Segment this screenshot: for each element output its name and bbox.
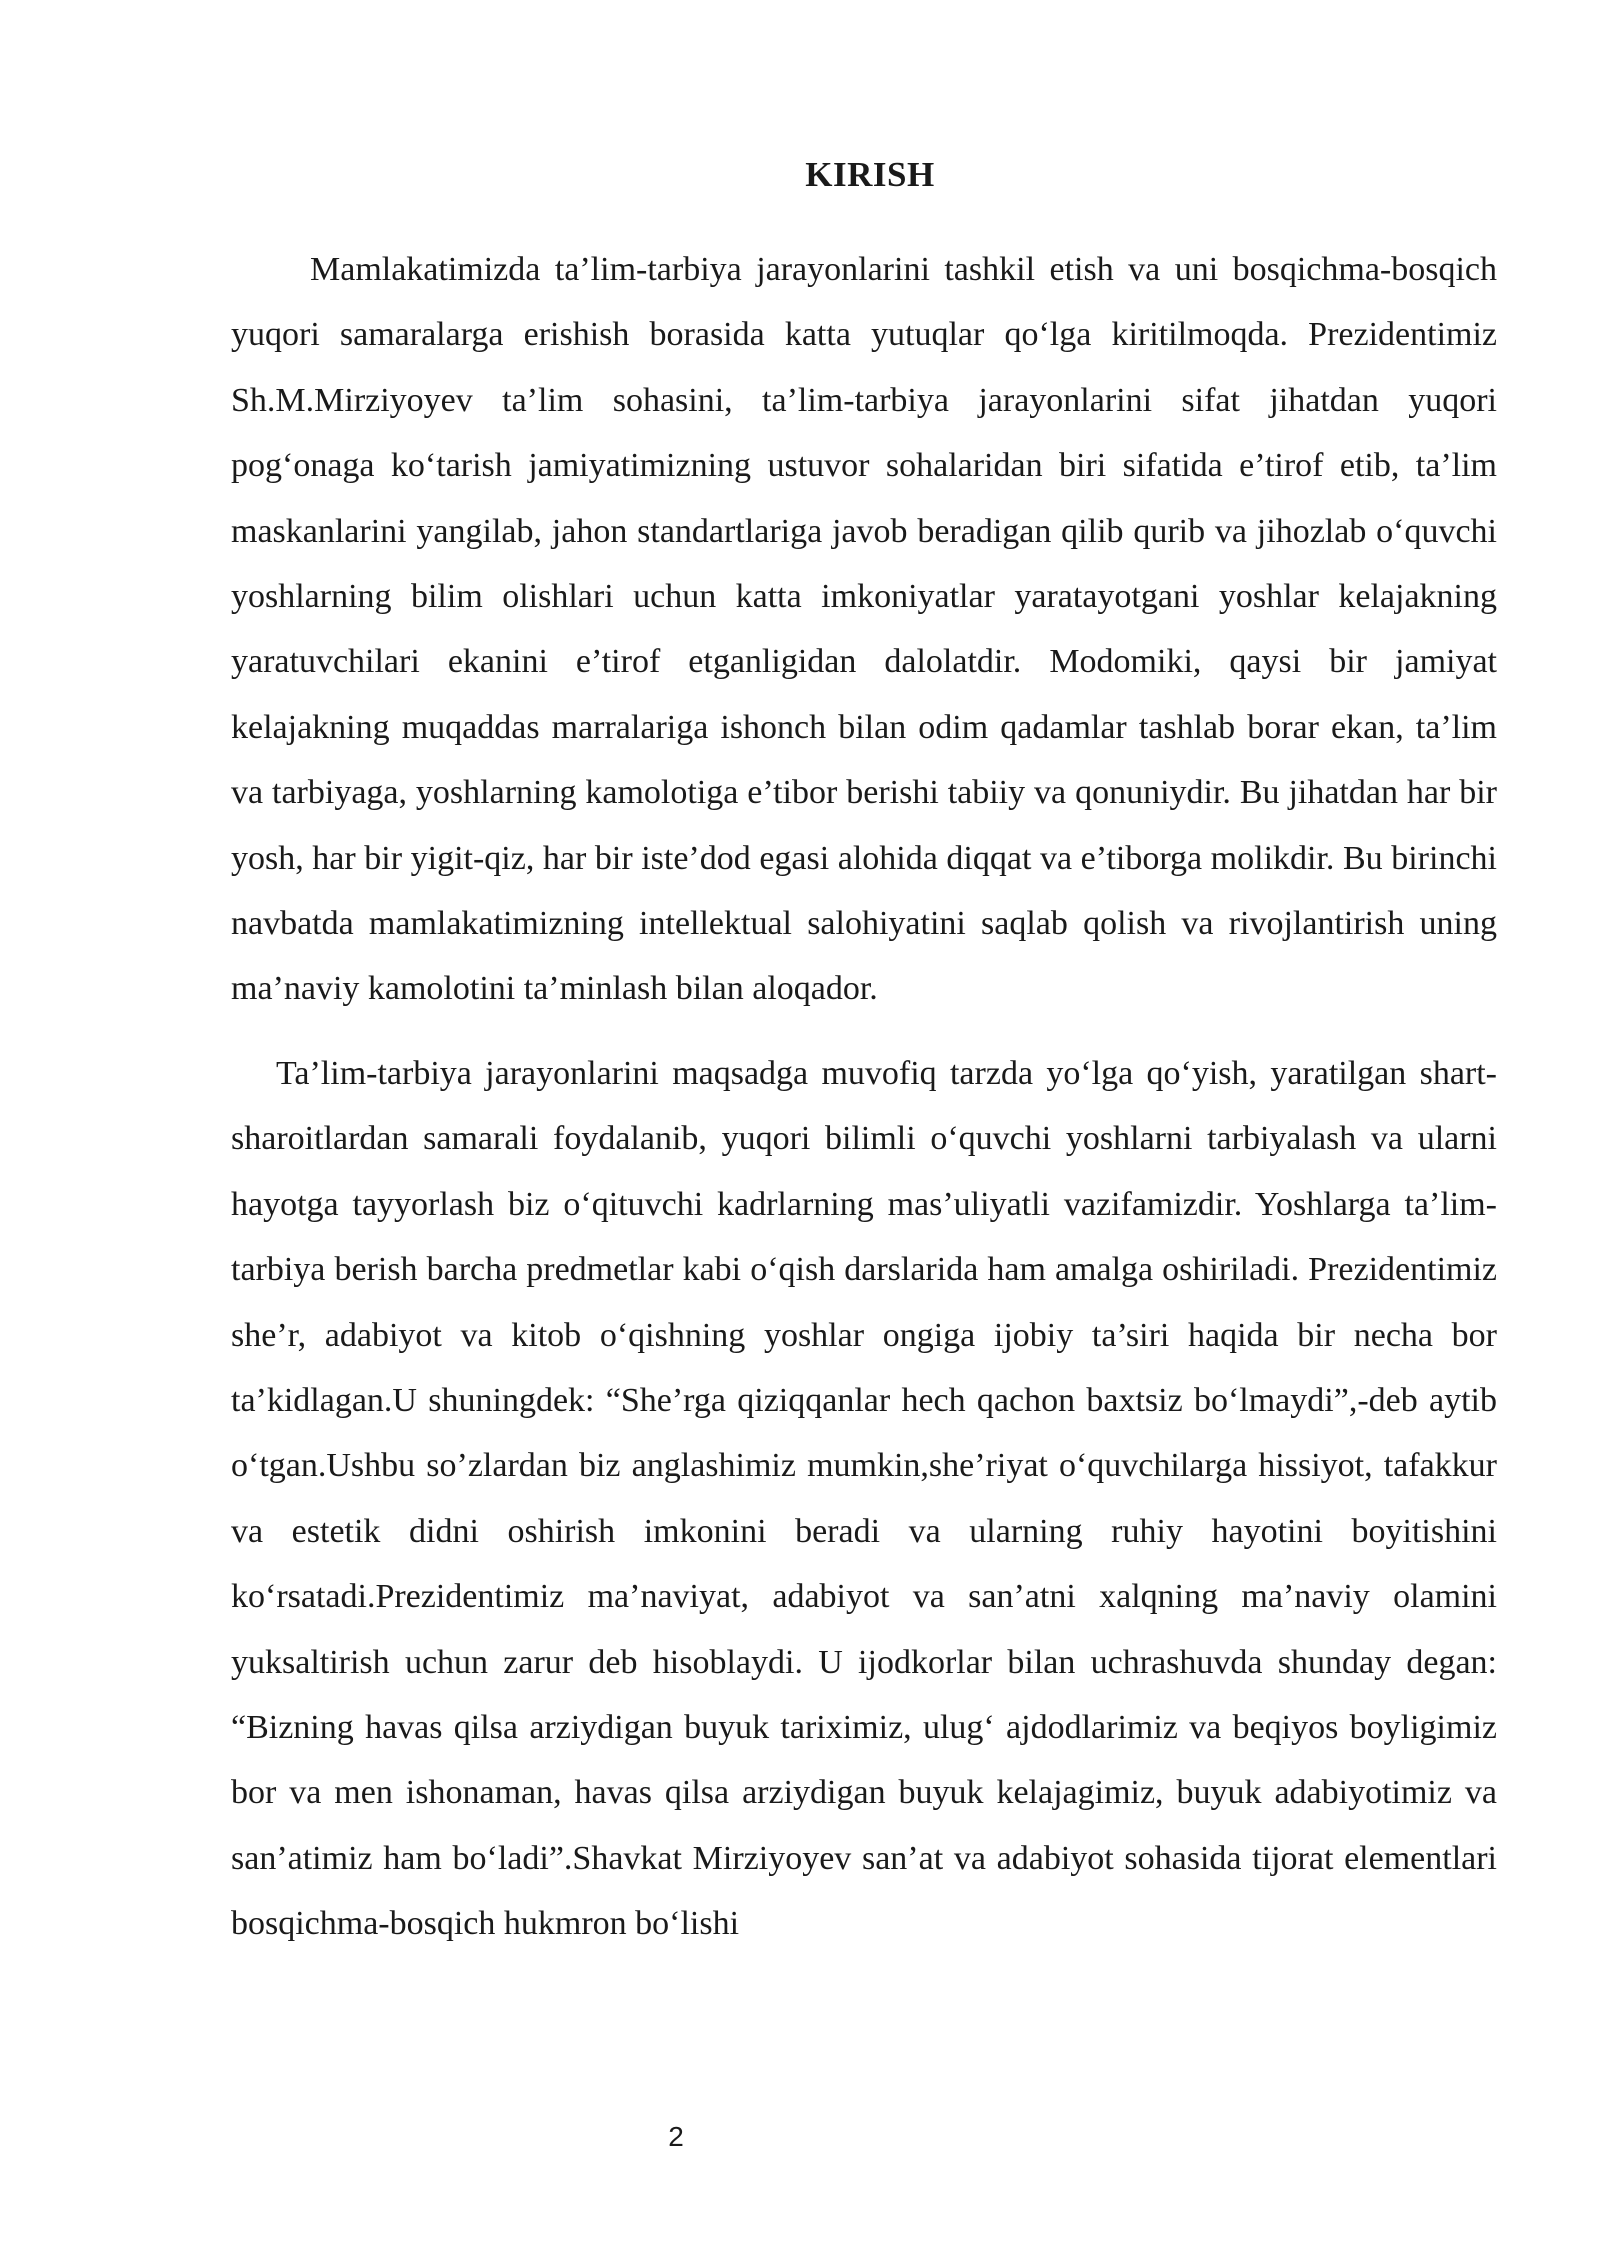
page-title: KIRISH [805,155,935,194]
paragraph-education: Ta’lim-tarbiya jarayonlarini maqsadga muvofiq tarzda yo‘lga qo‘yish, yaratilgan shart-sharoitlardan samarali foydalanib, yuqori bilimli o‘quvchi yoshlarni tarbiyalash va ularni hayotga tayyorlash biz o‘qituvchi kadrlarning mas’uliyatli vazifamizdir. Yoshlarga ta’lim-tarbiya berish barcha predmetlar kabi o‘qish darslarida ham amalga oshiriladi. Prezidentimiz she’r, adabiyot va kitob o‘qishning yoshlar ongiga ijobiy ta’siri haqida bir necha bor ta’kidlagan.U shuningdek: “She’rga qiziqqanlar hech qachon baxtsiz bo‘lmaydi”,-deb aytib o‘tgan.Ushbu so’zlardan biz anglashimiz mumkin,she’riyat o‘quvchilarga hissiyot, tafakkur va estetik didni oshirish imkonini beradi va ularning ruhiy hayotini boyitishini ko‘rsatadi.Prezidentimiz ma’naviyat, adabiyot va san’atni xalqning ma’naviy olamini yuksaltirish uchun zarur deb hisoblaydi. U ijodkorlar bilan uchrashuvda shunday degan: “Bizning havas qilsa arziydigan buyuk tariximiz, ulug‘ ajdodlarimiz va beqiyos boyligimiz bor va men ishonaman, havas qilsa arziydigan buyuk kelajagimiz, buyuk adabiyotimiz va san’atimiz ham bo‘ladi”.Shavkat Mirziyoyev san’at va adabiyot sohasida tijorat elementlari bosqichma-bosqich hukmron bo‘lishi [231,1054,1497,1943]
paragraph-intro: Mamlakatimizda ta’lim-tarbiya jarayonlarini tashkil etish va uni bosqichma-bosqich yuqori samaralarga erishish borasida katta yutuqlar qo‘lga kiritilmoqda. Prezidentimiz Sh.M.Mirziyoyev ta’lim sohasini, ta’lim-tarbiya jarayonlarini sifat jihatdan yuqori pog‘onaga ko‘tarish jamiyatimizning ustuvor sohalaridan biri sifatida e’tirof etib, ta’lim maskanlarini yangilab, jahon standartlariga javob beradigan qilib qurib va jihozlab o‘quvchi yoshlarning bilim olishlari uchun katta imkoniyatlar yaratayotgani yoshlar kelajakning yaratuvchilari ekanini e’tirof etganligidan dalolatdir. Modomiki, qaysi bir jamiyat kelajakning muqaddas marralariga ishonch bilan odim qadamlar tashlab borar ekan, ta’lim va tarbiyaga, yoshlarning kamolotiga e’tibor berishi tabiiy va qonuniydir. Bu jihatdan har bir yosh, har bir yigit-qiz, har bir iste’dod egasi alohida diqqat va e’tiborga molikdir. Bu birinchi navbatda mamlakatimizning intellektual salohiyatini saqlab qolish va rivojlantirish uning ma’naviy kamolotini ta’minlash bilan aloqador. [231,251,1497,1008]
body-text [231,237,1497,1957]
page-number: 2 [668,2121,684,2152]
